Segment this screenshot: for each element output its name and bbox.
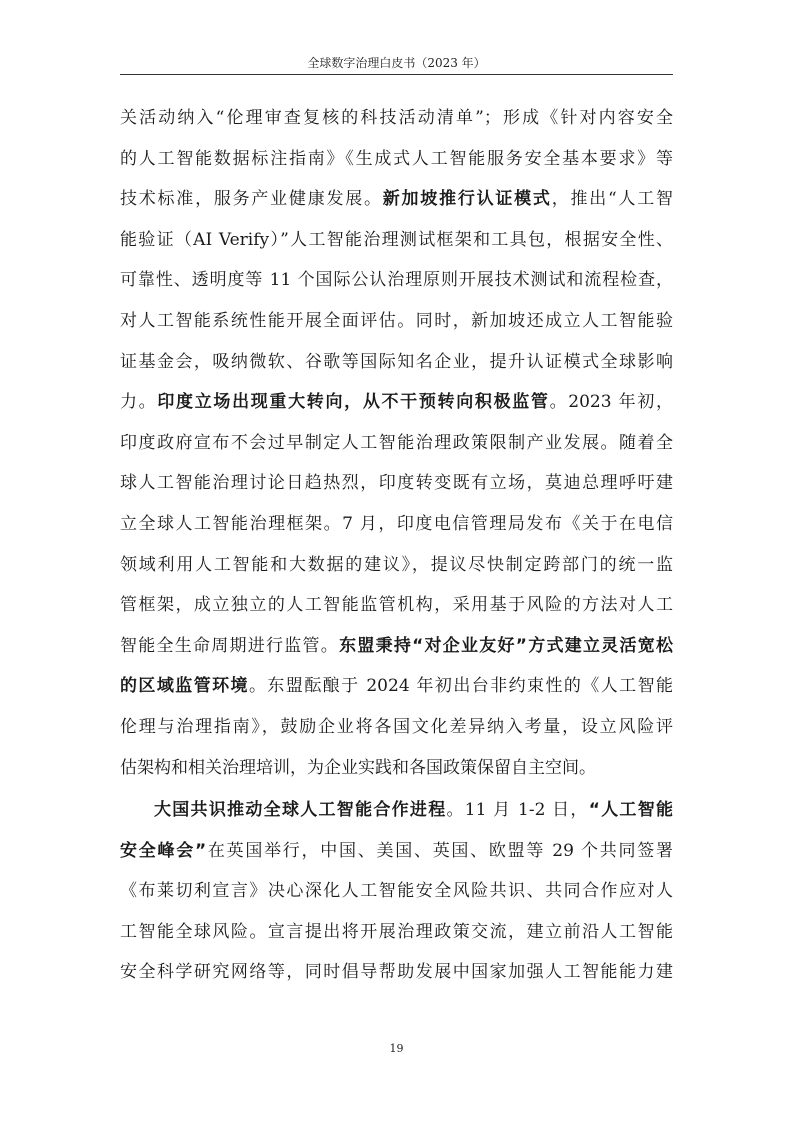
text-run: 关活动纳入“伦理审查复核的科技活动清单”；形成《针对内容安全 <box>120 108 673 128</box>
text-line <box>120 423 673 464</box>
text-line <box>120 139 673 180</box>
text-run: 印度政府宣布不会过早制定人工智能治理政策限制产业发展。随着全 <box>120 432 673 453</box>
text-line <box>120 382 673 423</box>
text-run: 安全科学研究网络等，同时倡导帮助发展中国家加强人工智能能力建 <box>120 962 673 983</box>
text-run: 能验证（AI Verify）”人工智能治理测试框架和工具包，根据安全性、 <box>120 229 673 250</box>
running-header: 全球数字治理白皮书（2023 年） <box>307 56 486 70</box>
bold-text-run: 印度立场出现重大转向，从不干预转向积极监管 <box>157 392 550 413</box>
text-line <box>120 301 673 342</box>
text-run: 的人工智能数据标注指南》《生成式人工智能服务安全基本要求》等 <box>120 148 673 169</box>
text-line <box>120 952 673 993</box>
text-run: 在英国举行，中国、美国、英国、欧盟等 29 个共同签署 <box>206 840 673 861</box>
text-line <box>120 666 673 707</box>
text-run: 管框架，成立独立的人工智能监管机构，采用基于风险的方法对人工 <box>120 595 673 616</box>
bold-text-run: 东盟秉持“对企业友好”方式建立灵活宽松 <box>339 635 673 656</box>
text-line <box>120 98 673 139</box>
text-run: 《布莱切利宣言》决心深化人工智能安全风险共识、共同合作应对人 <box>120 881 673 902</box>
text-line <box>120 585 673 626</box>
bold-text-run: “人工智能 <box>588 800 673 821</box>
text-run: 立全球人工智能治理框架。7 月，印度电信管理局发布《关于在电信 <box>120 513 673 534</box>
text-line <box>120 545 673 586</box>
text-line <box>120 626 673 667</box>
text-run: 估架构和相关治理培训，为企业实践和各国政策保留自主空间。 <box>120 757 596 778</box>
text-line <box>120 260 673 301</box>
text-line <box>120 871 673 912</box>
bold-text-run: 安全峰会” <box>120 840 207 861</box>
text-line <box>120 831 673 872</box>
text-line <box>120 912 673 953</box>
bold-text-run: 新加坡推行认证模式 <box>382 189 552 210</box>
header-rule <box>120 74 673 75</box>
text-line <box>120 342 673 383</box>
text-line <box>120 179 673 220</box>
text-line <box>120 504 673 545</box>
text-run: 球人工智能治理讨论日趋热烈，印度转变既有立场，莫迪总理呼吁建 <box>120 473 673 494</box>
text-run: 技术标准，服务产业健康发展。 <box>120 189 383 210</box>
text-run: 对人工智能系统性能开展全面评估。同时，新加坡还成立人工智能验 <box>120 310 673 331</box>
text-run: 证基金会，吸纳微软、谷歌等国际知名企业，提升认证模式全球影响 <box>120 351 673 372</box>
body-text <box>120 98 673 993</box>
text-run: 工智能全球风险。宣言提出将开展治理政策交流，建立前沿人工智能 <box>120 921 673 942</box>
text-line <box>120 790 673 831</box>
text-run: 力。 <box>120 392 158 413</box>
text-line <box>120 707 673 748</box>
bold-text-run: 大国共识推动全球人工智能合作进程 <box>154 800 447 821</box>
text-run: 伦理与治理指南》，鼓励企业将各国文化差异纳入考量，设立风险评 <box>120 716 673 737</box>
text-run: 可靠性、透明度等 11 个国际公认治理原则开展技术测试和流程检查， <box>120 270 673 291</box>
page-number: 19 <box>389 1042 404 1055</box>
text-run: 智能全生命周期进行监管。 <box>120 635 340 656</box>
text-line <box>120 463 673 504</box>
text-line <box>120 748 673 789</box>
bold-text-run: 的区域监管环境 <box>120 676 249 697</box>
text-run: 领域利用人工智能和大数据的建议》，提议尽快制定跨部门的统一监 <box>120 554 673 575</box>
text-run: 。2023 年初， <box>549 392 674 413</box>
text-line <box>120 220 673 261</box>
text-run: 。11 月 1-2 日， <box>446 800 589 821</box>
text-run: ，推出“人工智 <box>551 189 673 210</box>
text-run: 。东盟酝酿于 2024 年初出台非约束性的《人工智能 <box>248 676 673 697</box>
